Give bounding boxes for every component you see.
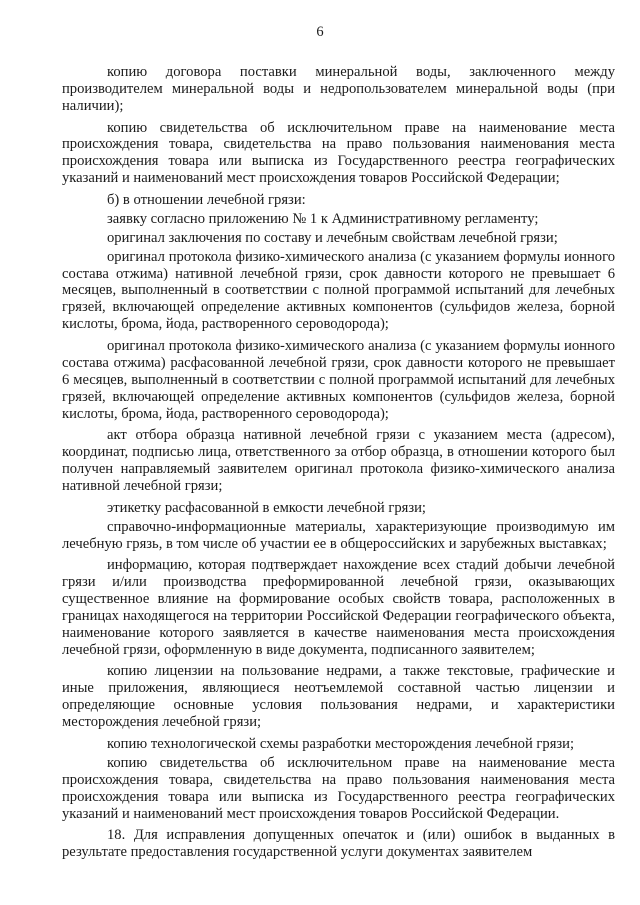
paragraph: копию технологической схемы разработки месторождения лечебной грязи; xyxy=(107,735,575,752)
paragraph: информацию, которая подтверждает нахождение всех стадий добычи лечебной грязи и/или производства преформированной лечебной грязи, оказывающих существенное влияние на формирование особых свойств товара, расположенных в границах находящегося на территории Российской Федерации географического объекта, наименование которого заявляется в качестве наименования места происхождения лечебной грязи, оформленную в виде документа, подписанного заявителем; xyxy=(62,557,615,658)
paragraph: 18. Для исправления допущенных опечаток и (или) ошибок в выданных в результате предоставления государственной услуги документах заявителем xyxy=(62,827,615,861)
paragraph: оригинал заключения по составу и лечебным свойствам лечебной грязи; xyxy=(107,229,558,246)
paragraph: копию договора поставки минеральной воды, заключенного между производителем минеральной воды и недропользователем минеральной воды (при наличии); xyxy=(62,64,615,114)
paragraph: б) в отношении лечебной грязи: xyxy=(107,191,306,208)
paragraph: акт отбора образца нативной лечебной грязи с указанием места (адресом), координат, подписью лица, ответственного за отбор образца, в отношении которого был получен направляемый заявителем оригинал протокола физико-химического анализа нативной лечебной грязи; xyxy=(62,427,615,495)
paragraph: заявку согласно приложению № 1 к Административному регламенту; xyxy=(107,210,539,227)
paragraph: оригинал протокола физико-химического анализа (с указанием формулы ионного состава отжима) нативной лечебной грязи, срок давности которого не превышает 6 месяцев, выполненный в соответствии с полной программой испытаний для лечебных грязей, включающей определение активных компонентов (сульфидов железа, борной кислоты, брома, йода, растворенного сероводорода); xyxy=(62,248,615,333)
paragraph: справочно-информационные материалы, характеризующие производимую им лечебную грязь, в том числе об участии ее в общероссийских и зарубежных выставках; xyxy=(62,518,615,552)
paragraph: оригинал протокола физико-химического анализа (с указанием формулы ионного состава отжима) расфасованной лечебной грязи, срок давности которого не превышает 6 месяцев, выполненный в соответствии с полной программой испытаний для лечебных грязей, включающей определение активных компонентов (сульфидов железа, борной кислоты, брома, йода, растворенного сероводорода); xyxy=(62,337,615,422)
paragraph: копию лицензии на пользование недрами, а также текстовые, графические и иные приложения, являющиеся неотъемлемой составной частью лицензии и определяющие основные условия пользования недрами, и характеристики месторождения лечебной грязи; xyxy=(62,663,615,731)
paragraph: этикетку расфасованной в емкости лечебной грязи; xyxy=(107,499,426,516)
paragraph: копию свидетельства об исключительном праве на наименование места происхождения товара, свидетельства на право пользования наименования места происхождения товара или выписка из Государственного реестра географических указаний и наименований мест происхождения товаров Российской Федерации; xyxy=(62,119,615,187)
document-body xyxy=(62,64,615,866)
paragraph: копию свидетельства об исключительном праве на наименование места происхождения товара, свидетельства на право пользования наименования места происхождения товара или выписка из Государственного реестра географических указаний и наименований мест происхождения товаров Российской Федерации. xyxy=(62,754,615,822)
page-number: 6 xyxy=(316,24,324,40)
